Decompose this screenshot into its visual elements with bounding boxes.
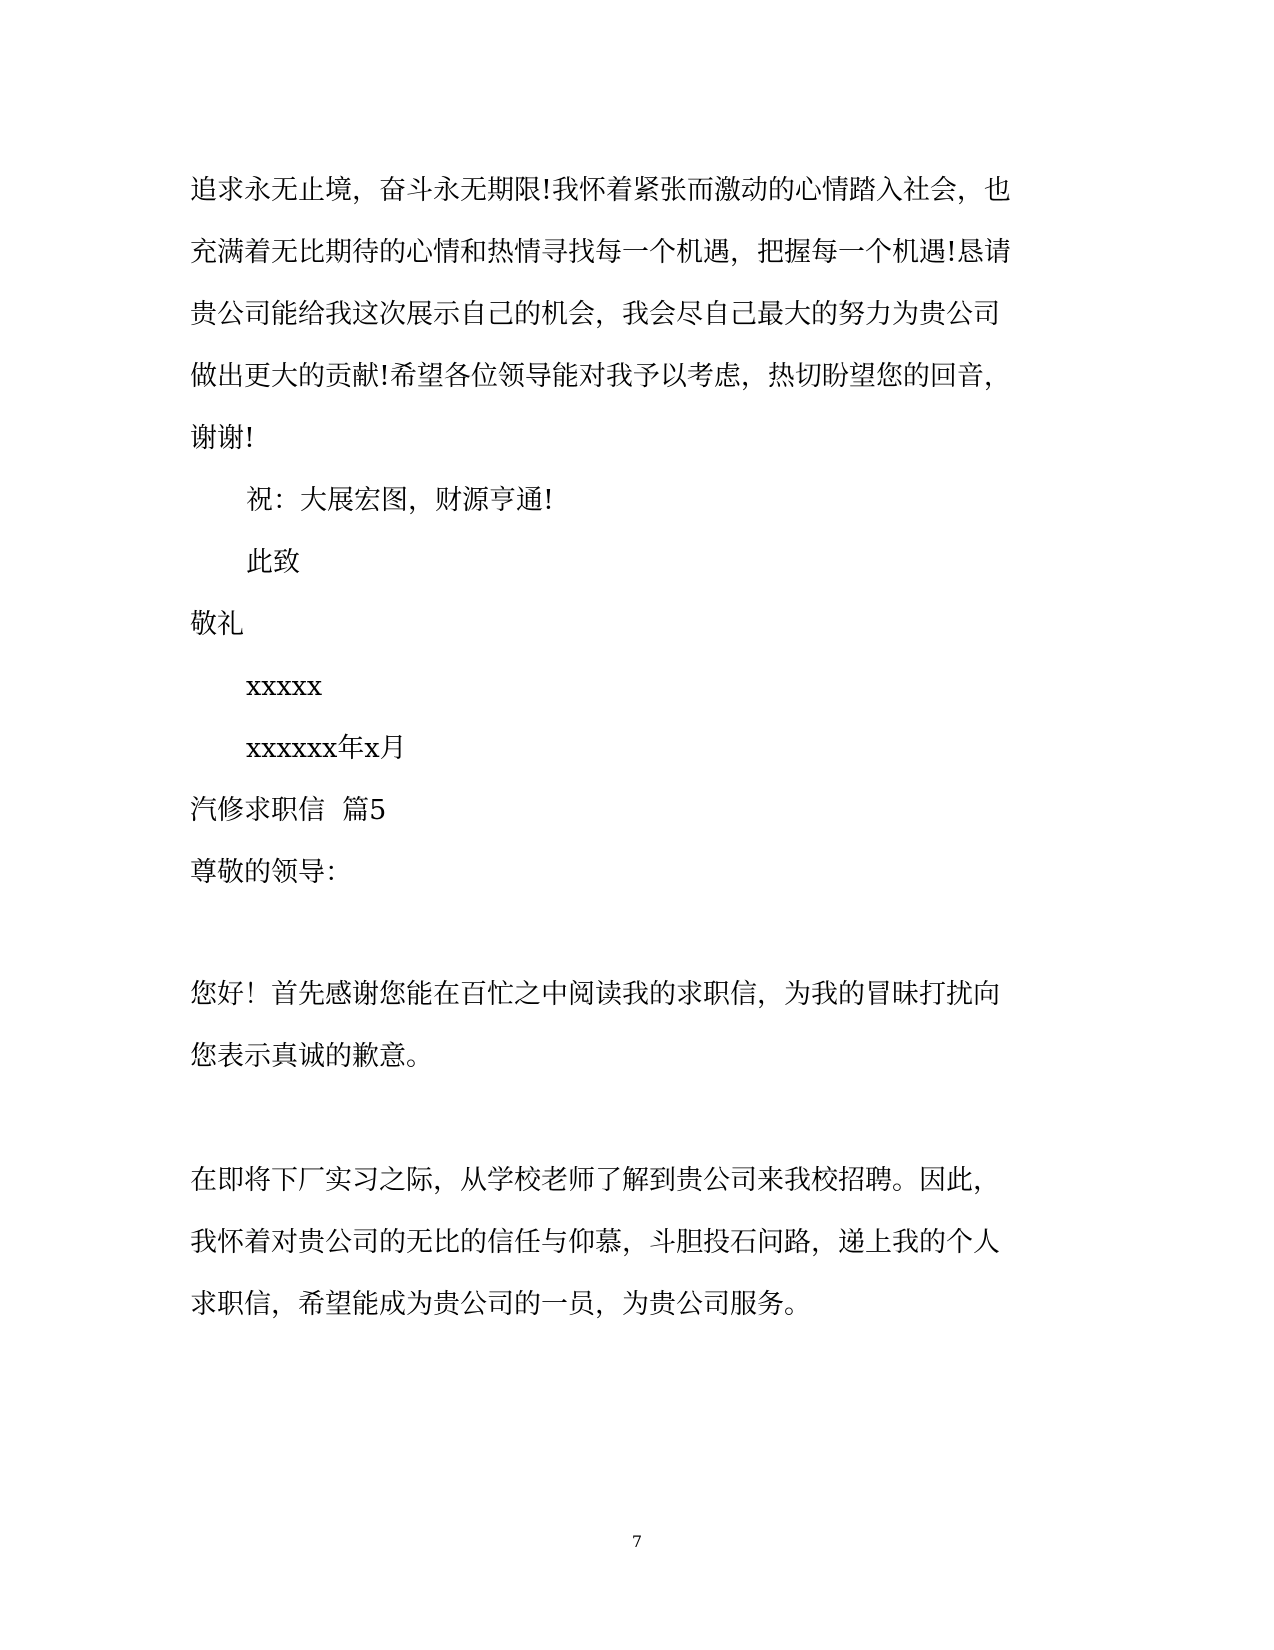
salutation: 尊敬的领导： (190, 857, 352, 888)
signature-date: xxxxxx年x月 (246, 733, 407, 764)
closing-jingli: 敬礼 (190, 609, 244, 640)
signature-name: xxxxx (246, 671, 323, 702)
paragraph-1-line-5: 谢谢! (190, 423, 255, 454)
paragraph-3-line-1: 在即将下厂实习之际，从学校老师了解到贵公司来我校招聘。因此， (190, 1165, 1000, 1196)
paragraph-1-line-3: 贵公司能给我这次展示自己的机会，我会尽自己最大的努力为贵公司 (190, 299, 1000, 330)
paragraph-3-line-3: 求职信，希望能成为贵公司的一员，为贵公司服务。 (190, 1289, 811, 1320)
paragraph-1-line-2: 充满着无比期待的心情和热情寻找每一个机遇，把握每一个机遇!恳请 (190, 237, 1011, 268)
closing-wish: 祝：大展宏图，财源亨通! (246, 485, 554, 516)
paragraph-3-line-2: 我怀着对贵公司的无比的信任与仰慕，斗胆投石问路，递上我的个人 (190, 1227, 1000, 1258)
paragraph-2-line-2: 您表示真诚的歉意。 (190, 1041, 433, 1072)
paragraph-2-line-1: 您好！首先感谢您能在百忙之中阅读我的求职信，为我的冒昧打扰向 (190, 979, 1000, 1010)
page-number: 7 (631, 1532, 643, 1551)
closing-zhici: 此致 (246, 547, 300, 578)
paragraph-1-line-1: 追求永无止境，奋斗永无期限!我怀着紧张而激动的心情踏入社会，也 (190, 175, 1011, 206)
section-title: 汽修求职信 篇5 (190, 795, 387, 826)
paragraph-1-line-4: 做出更大的贡献!希望各位领导能对我予以考虑，热切盼望您的回音， (190, 361, 1011, 392)
